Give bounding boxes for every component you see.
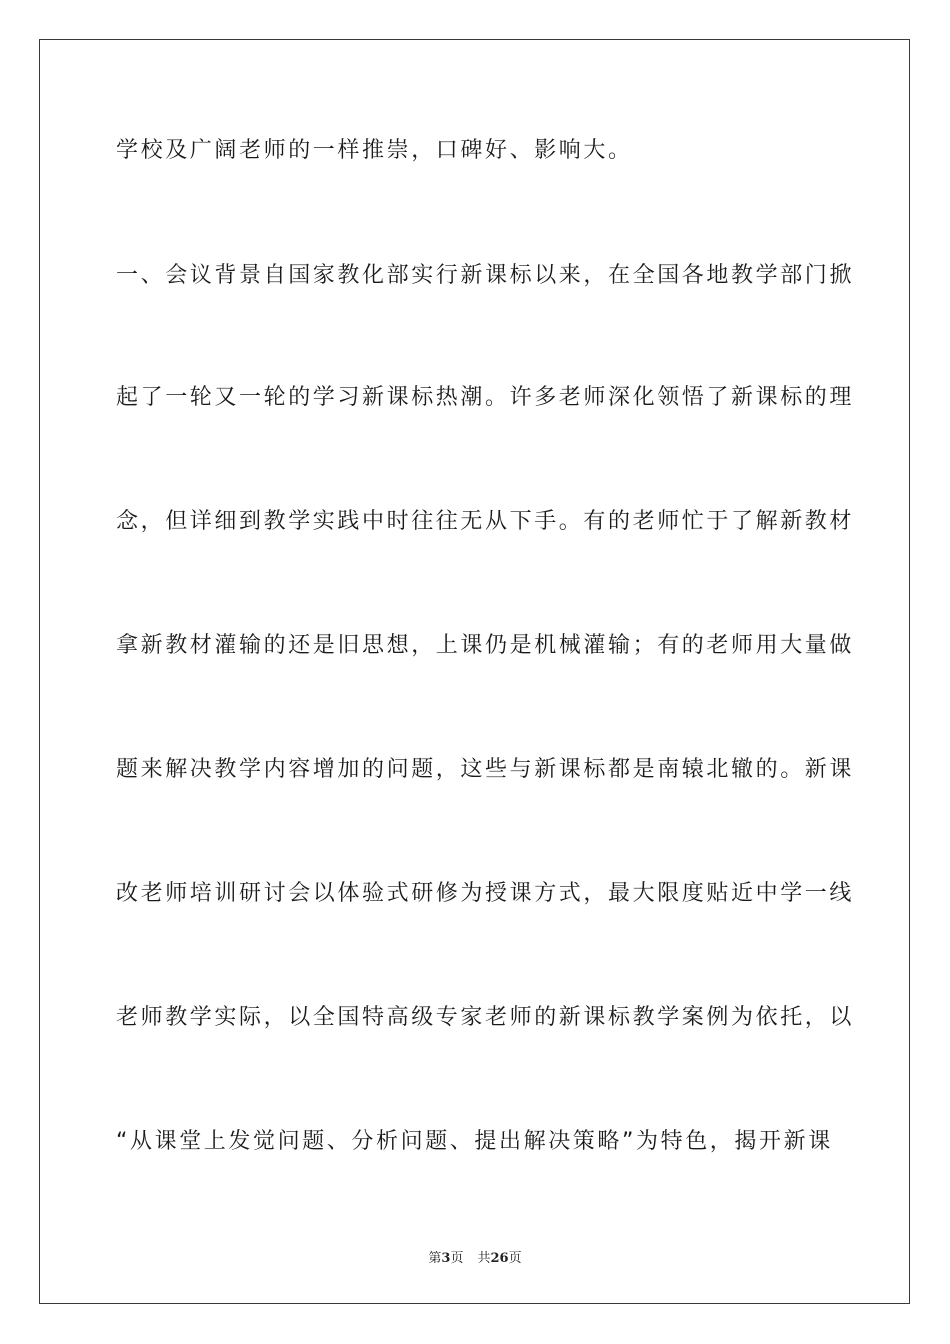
total-prefix: 共	[477, 1251, 491, 1266]
body-text-line-2: 一、会议背景自国家教化部实行新课标以来，在全国各地教学部门掀	[116, 263, 855, 288]
page-suffix: 页	[450, 1251, 464, 1266]
page-number: 3	[441, 1251, 451, 1266]
body-text-line-7: 改老师培训研讨会以体验式研修为授课方式，最大限度贴近中学一线	[116, 881, 855, 906]
body-text-line-3: 起了一轮又一轮的学习新课标热潮。许多老师深化领悟了新课标的理	[116, 385, 855, 410]
body-text-line-8: 老师教学实际，以全国特高级专家老师的新课标教学案例为依托，以	[116, 1005, 855, 1030]
body-text-line-6: 题来解决教学内容增加的问题，这些与新课标都是南辕北辙的。新课	[116, 757, 855, 782]
body-text-line-5: 拿新教材灌输的还是旧思想，上课仍是机械灌输；有的老师用大量做	[116, 633, 855, 658]
body-text-line-9: “从课堂上发觉问题、分析问题、提出解决策略”为特色，揭开新课	[116, 1129, 833, 1154]
total-pages: 26	[490, 1251, 509, 1266]
body-text-line-4: 念，但详细到教学实践中时往往无从下手。有的老师忙于了解新教材	[116, 509, 855, 534]
page-border	[39, 39, 910, 1304]
total-suffix: 页	[508, 1251, 522, 1266]
body-text-line-1: 学校及广阔老师的一样推崇，口碑好、影响大。	[116, 138, 633, 163]
page-footer	[0, 1247, 950, 1266]
page-prefix: 第	[428, 1251, 442, 1266]
